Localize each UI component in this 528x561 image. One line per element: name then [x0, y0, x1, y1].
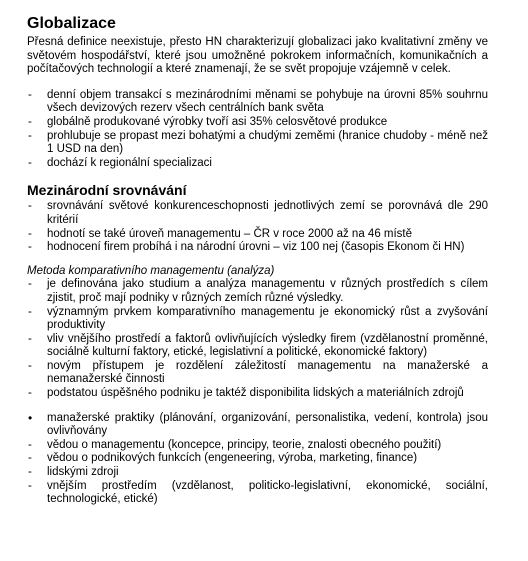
list-item-text: denní objem transakcí s mezinárodními měnami se pohybuje na úrovni 85% souhrnu všech devizových rezerv všech centrálních bank světa	[47, 88, 488, 115]
list-item	[27, 89, 488, 116]
globalization-list	[27, 89, 488, 171]
page-title: Globalizace	[27, 15, 116, 32]
list-item-text: podstatou úspěšného podniku je taktéž disponibilita lidských a materiálních zdrojů	[47, 387, 464, 400]
list-item	[27, 116, 488, 130]
list-item	[27, 452, 488, 466]
dash-marker: -	[28, 278, 32, 291]
dash-marker: -	[28, 479, 32, 492]
list-item-text: vědou o podnikových funkcích (engeneering, výroba, marketing, finance)	[47, 452, 418, 465]
method-list	[27, 278, 488, 400]
dash-marker: -	[28, 387, 32, 400]
list-item-text: je definována jako studium a analýza managementu v různých prostředích s cílem zjistit, proč mají podniky v různých zemích různé výsledky.	[47, 278, 488, 304]
dash-marker: -	[28, 359, 32, 372]
list-item	[27, 157, 488, 171]
list-item-text: srovnávání světové konkurenceschopnosti jednotlivých zemí se porovnává dle 290 kritérií	[47, 200, 488, 226]
list-item-text: dochází k regionální specializaci	[47, 156, 212, 169]
list-item-text: lidskými zdroji	[47, 466, 119, 479]
dash-marker: -	[28, 115, 32, 128]
list-item	[27, 466, 488, 480]
list-item-text: hodnotí se také úroveň managementu – ČR v roce 2000 až na 46 místě	[47, 227, 413, 240]
bullet-marker: •	[28, 410, 33, 425]
list-item-text: vědou o managementu (koncepce, principy, teorie, znalosti obecného použití)	[47, 438, 442, 451]
comparison-list	[27, 200, 488, 254]
list-item	[27, 412, 488, 439]
list-item-text: vnějším prostředím (vzdělanost, politicko-legislativní, ekonomické, sociální, technologické, etické)	[47, 479, 488, 506]
list-item	[27, 278, 488, 305]
practices-list	[27, 412, 488, 507]
dash-marker: -	[28, 332, 32, 345]
list-item	[27, 130, 488, 157]
list-item-text: manažerské praktiky (plánování, organizování, personalistika, vedení, kontrola) jsou ovlivňovány	[47, 411, 488, 438]
list-item-text: vliv vnějšího prostředí a faktorů ovlivňujících výsledky firem (vzdělanostní proměnné, sociálně kulturní faktory, etické, legislativní a politické, ekonomické faktory)	[47, 332, 488, 359]
method-subheading: Metoda komparativního managementu (analýza)	[27, 264, 275, 277]
intro-paragraph: Přesná definice neexistuje, přesto HN charakterizují globalizaci jako kvalitativní změny ve světovém hospodářství, které jsou umožněné pokrokem informačních, komunikačních a počítačových technologií a které znamenají, že se svět propojuje vzájemně v celek.	[27, 36, 488, 76]
list-item	[27, 228, 488, 242]
dash-marker: -	[28, 466, 32, 479]
dash-marker: -	[28, 241, 32, 254]
dash-marker: -	[28, 156, 32, 169]
dash-marker: -	[28, 227, 32, 240]
list-item-text: prohlubuje se propast mezi bohatými a chudými zeměmi (hranice chudoby - méně než 1 USD na den)	[47, 129, 488, 156]
dash-marker: -	[28, 200, 32, 213]
list-item	[27, 480, 488, 507]
dash-marker: -	[28, 438, 32, 451]
dash-marker: -	[28, 129, 32, 142]
list-item	[27, 439, 488, 453]
list-item	[27, 200, 488, 227]
list-item-text: novým přístupem je rozdělení záležitostí managementu na manažerské a nemanažerské činnosti	[47, 359, 488, 386]
list-item	[27, 360, 488, 387]
list-item-text: významným prvkem komparativního managementu je ekonomický růst a zvyšování produktivity	[47, 305, 488, 332]
dash-marker: -	[28, 305, 32, 318]
dash-marker: -	[28, 452, 32, 465]
list-item-text: globálně produkované výrobky tvoří asi 35% celosvětové produkce	[47, 115, 388, 128]
dash-marker: -	[28, 88, 32, 101]
list-item	[27, 241, 488, 255]
list-item	[27, 333, 488, 360]
list-item	[27, 306, 488, 333]
section-heading: Mezinárodní srovnávání	[27, 182, 187, 199]
list-item-text: hodnocení firem probíhá i na národní úrovni – viz 100 nej (časopis Ekonom či HN)	[47, 241, 465, 254]
list-item	[27, 387, 488, 401]
